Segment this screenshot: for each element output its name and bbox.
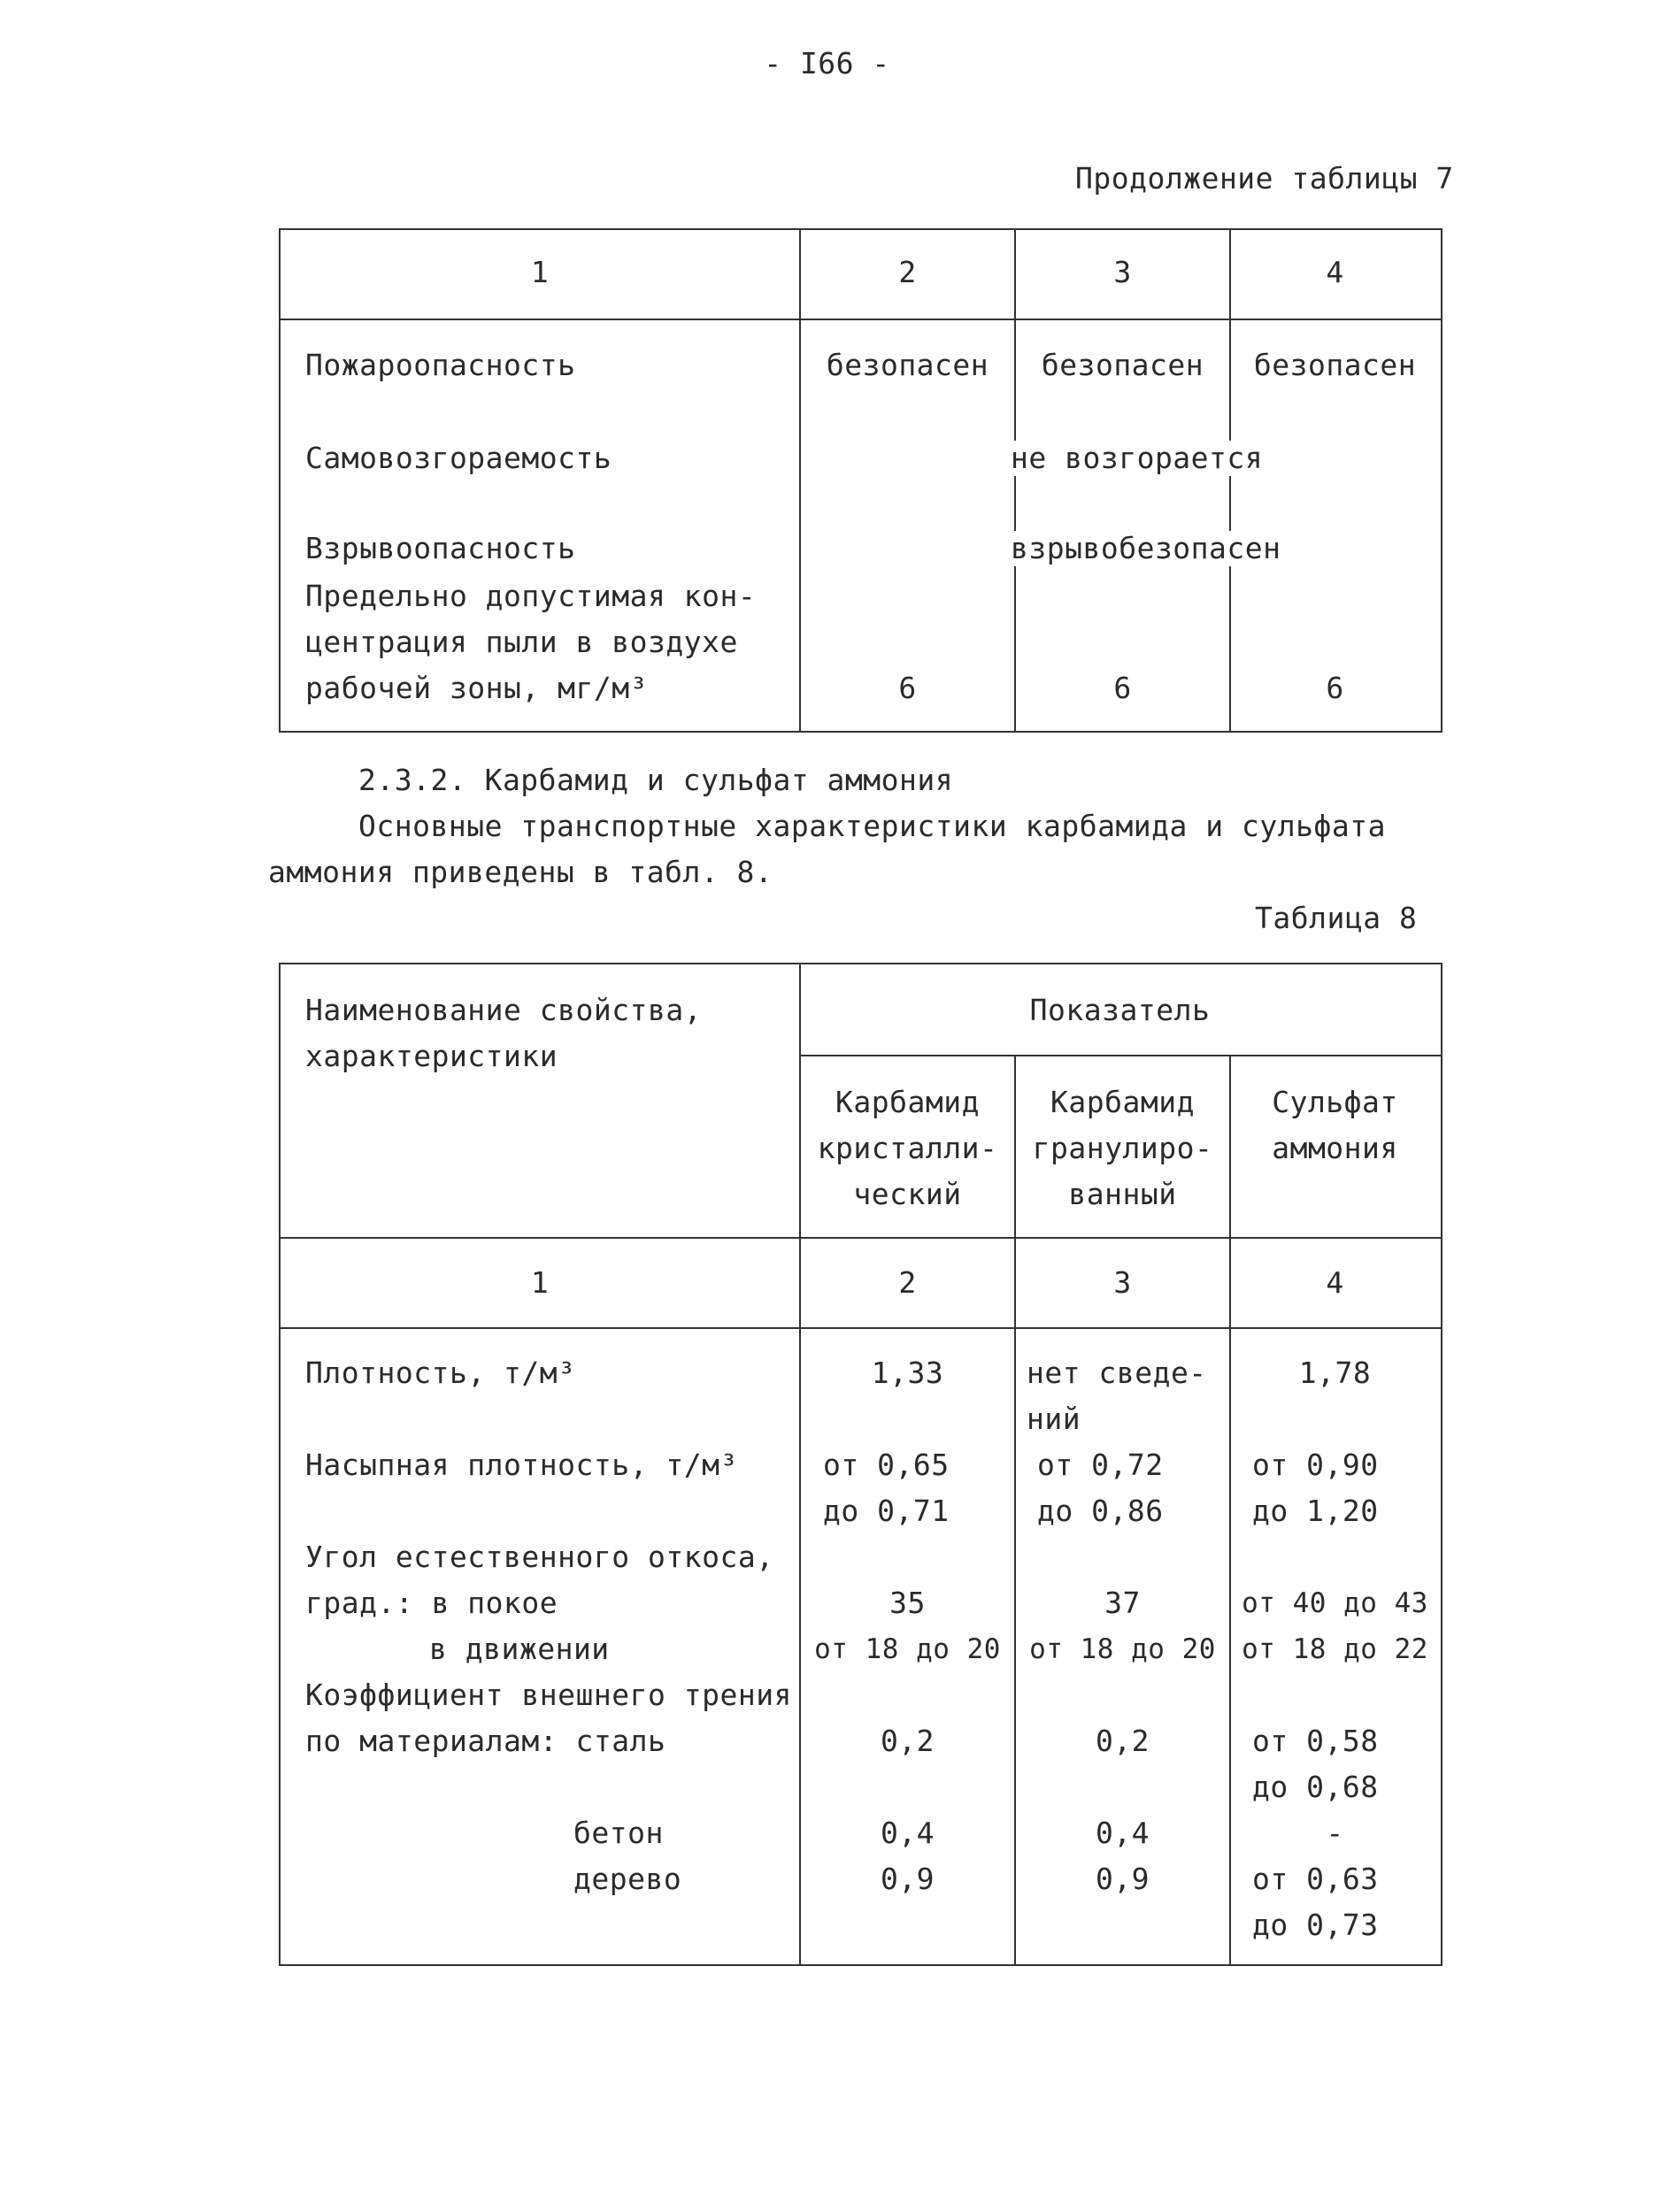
mac-col-3: 6	[1113, 671, 1132, 705]
fire-hazard-col-2: безопасен	[826, 348, 989, 382]
head-urea-crystal-line-3: ческий	[853, 1177, 962, 1211]
bulk-density-urea-granular-from: от 0,72	[1037, 1448, 1164, 1482]
density-urea-granular-line-1: нет сведе-	[1027, 1356, 1207, 1390]
density-ammonium-sulfate: 1,78	[1298, 1356, 1372, 1390]
density-urea-granular-line-2: ний	[1027, 1402, 1081, 1436]
mac-col-4: 6	[1326, 671, 1344, 705]
bulk-density-ammonium-sulfate-from: от 0,90	[1252, 1448, 1379, 1482]
row-label-density: Плотность, т/м³	[305, 1356, 576, 1390]
repose-rest-urea-granular: 37	[1104, 1586, 1141, 1620]
row-label-mac-line-1: Предельно допустимая кон-	[305, 579, 757, 613]
mac-col-2: 6	[898, 671, 917, 705]
row-label-explosion-hazard: Взрывоопасность	[305, 531, 576, 565]
friction-concrete-ammonium-sulfate: -	[1326, 1816, 1344, 1850]
table-7-header-4: 4	[1326, 255, 1344, 289]
head-indicator: Показатель	[1029, 993, 1211, 1027]
row-label-friction: Коэффициент внешнего трения	[305, 1678, 792, 1712]
row-label-friction-concrete: бетон	[573, 1816, 664, 1850]
row-label-fire-hazard: Пожароопасность	[305, 348, 576, 382]
head-ammonium-sulfate-line-1: Сульфат	[1272, 1085, 1398, 1119]
bulk-density-urea-crystal-to: до 0,71	[823, 1494, 950, 1528]
row-label-mac-line-2: центрация пыли в воздухе	[305, 625, 738, 659]
table-8-subheader-rule	[279, 1237, 1441, 1239]
friction-concrete-urea-granular: 0,4	[1095, 1816, 1150, 1850]
table-8-num-3: 3	[1113, 1265, 1132, 1300]
bulk-density-ammonium-sulfate-to: до 1,20	[1252, 1494, 1379, 1528]
table-7-header-3: 3	[1113, 255, 1132, 289]
head-urea-crystal-line-2: кристалли-	[817, 1131, 998, 1165]
repose-rest-ammonium-sulfate: от 40 до 43	[1242, 1587, 1428, 1619]
friction-wood-urea-granular: 0,9	[1095, 1862, 1150, 1896]
table-8-num-4: 4	[1326, 1265, 1344, 1300]
paragraph-line-2: аммония приведены в табл. 8.	[268, 855, 773, 889]
head-property-name-line-1: Наименование свойства,	[305, 993, 703, 1027]
bulk-density-urea-crystal-from: от 0,65	[823, 1448, 950, 1482]
head-ammonium-sulfate-line-2: аммония	[1272, 1131, 1398, 1165]
bulk-density-urea-granular-to: до 0,86	[1037, 1494, 1164, 1528]
self-ignition-value: не возгорается	[1007, 441, 1266, 476]
friction-steel-urea-crystal: 0,2	[880, 1724, 935, 1758]
friction-wood-urea-crystal: 0,9	[880, 1862, 935, 1896]
row-label-repose-motion: в движении	[429, 1632, 610, 1666]
head-urea-granular-line-2: гранулиро-	[1032, 1131, 1213, 1165]
table-7-header-2: 2	[898, 255, 917, 289]
repose-motion-urea-crystal: от 18 до 20	[814, 1633, 1001, 1665]
repose-motion-ammonium-sulfate: от 18 до 22	[1242, 1633, 1428, 1665]
friction-steel-ammonium-sulfate-from: от 0,58	[1252, 1724, 1379, 1758]
row-label-repose-angle: Угол естественного откоса,	[305, 1540, 774, 1574]
row-label-self-ignition: Самовозгораемость	[305, 441, 612, 475]
head-property-name-line-2: характеристики	[305, 1039, 558, 1073]
head-urea-crystal-line-1: Карбамид	[835, 1085, 980, 1119]
head-urea-granular-line-3: ванный	[1068, 1177, 1177, 1211]
table-7-col-divider	[1014, 228, 1016, 731]
density-urea-crystal: 1,33	[871, 1356, 944, 1390]
table-7-col-divider	[799, 228, 801, 731]
row-label-mac-line-3: рабочей зоны, мг/м³	[305, 671, 648, 705]
repose-motion-urea-granular: от 18 до 20	[1029, 1633, 1216, 1665]
table-8-num-1: 1	[530, 1265, 550, 1300]
row-label-friction-wood: дерево	[573, 1862, 682, 1896]
head-urea-granular-line-1: Карбамид	[1050, 1085, 1195, 1119]
friction-wood-ammonium-sulfate-from: от 0,63	[1252, 1862, 1379, 1896]
row-label-friction-steel: по материалам: сталь	[305, 1724, 666, 1758]
table-8-group-rule	[799, 1055, 1441, 1056]
friction-wood-ammonium-sulfate-to: до 0,73	[1252, 1908, 1379, 1942]
friction-steel-urea-granular: 0,2	[1095, 1724, 1150, 1758]
friction-steel-ammonium-sulfate-to: до 0,68	[1252, 1770, 1379, 1804]
friction-concrete-urea-crystal: 0,4	[880, 1816, 935, 1850]
table-continuation-title: Продолжение таблицы 7	[1075, 161, 1454, 196]
fire-hazard-col-3: безопасен	[1041, 348, 1204, 382]
row-label-bulk-density: Насыпная плотность, т/м³	[305, 1448, 738, 1482]
paragraph-line-1: Основные транспортные характеристики карбамида и сульфата	[358, 809, 1386, 843]
table-7-col-divider	[1229, 228, 1231, 731]
page-number: - I66 -	[764, 46, 890, 81]
table-8-title: Таблица 8	[1255, 901, 1418, 935]
row-label-repose-rest: град.: в покое	[305, 1586, 558, 1620]
table-8-number-rule	[279, 1327, 1441, 1329]
table-8-num-2: 2	[898, 1265, 917, 1300]
table-7-header-rule	[279, 319, 1441, 320]
fire-hazard-col-4: безопасен	[1253, 348, 1417, 382]
explosion-hazard-value: взрывобезопасен	[1007, 531, 1285, 566]
table-7-header-1: 1	[530, 255, 550, 289]
section-heading: 2.3.2. Карбамид и сульфат аммония	[358, 763, 954, 797]
repose-rest-urea-crystal: 35	[889, 1586, 926, 1620]
